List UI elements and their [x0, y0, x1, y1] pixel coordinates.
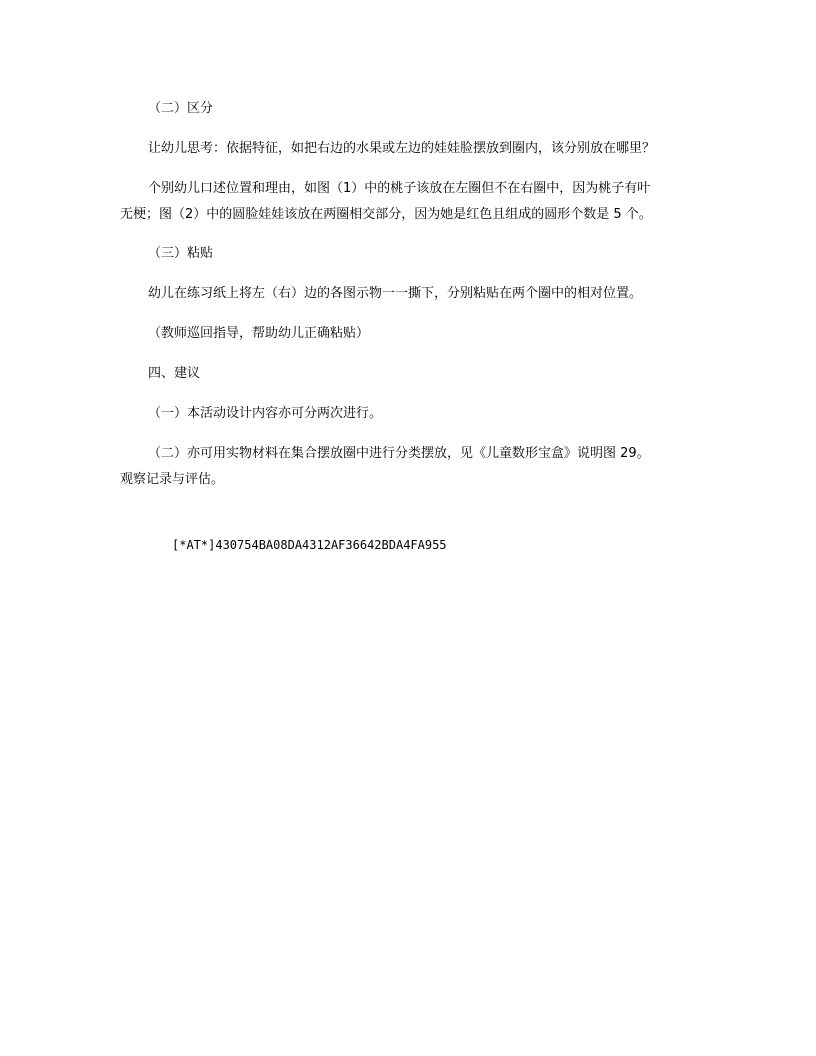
paragraph-paste: 幼儿在练习纸上将左（右）边的各图示物一一撕下，分别粘贴在两个圈中的相对位置。: [148, 286, 643, 301]
suggestion-item-2-line-2: 观察记录与评估。: [120, 472, 225, 487]
suggestion-item-1: （一）本活动设计内容亦可分两次进行。: [148, 406, 383, 421]
section-heading-paste: （三）粘贴: [148, 246, 214, 261]
paragraph-explain-line-1: 个别幼儿口述位置和理由，如图（1）中的桃子该放在左圈但不在右圈中，因为桃子有叶: [148, 181, 651, 196]
paragraph-think: 让幼儿思考：依据特征，如把右边的水果或左边的娃娃脸摆放到圈内，该分别放在哪里？: [148, 141, 656, 156]
suggestion-item-2-line-1: （二）亦可用实物材料在集合摆放圈中进行分类摆放，见《儿童数形宝盒》说明图 29。: [148, 446, 650, 461]
suggestion-item-2: [120, 443, 650, 491]
paragraph-explain: [120, 178, 652, 226]
paragraph-teacher-note: （教师巡回指导，帮助幼儿正确粘贴）: [148, 326, 370, 341]
section-heading-distinguish: （二）区分: [148, 101, 214, 116]
paragraph-explain-line-2: 无梗；图（2）中的圆脸娃娃该放在两圈相交部分，因为她是红色且组成的圆形个数是 5 个。: [120, 207, 652, 222]
section-heading-suggestions: 四、建议: [148, 366, 201, 381]
document-code-marker: [*AT*]430754BA08DA4312AF36642BDA4FA955: [172, 538, 447, 552]
